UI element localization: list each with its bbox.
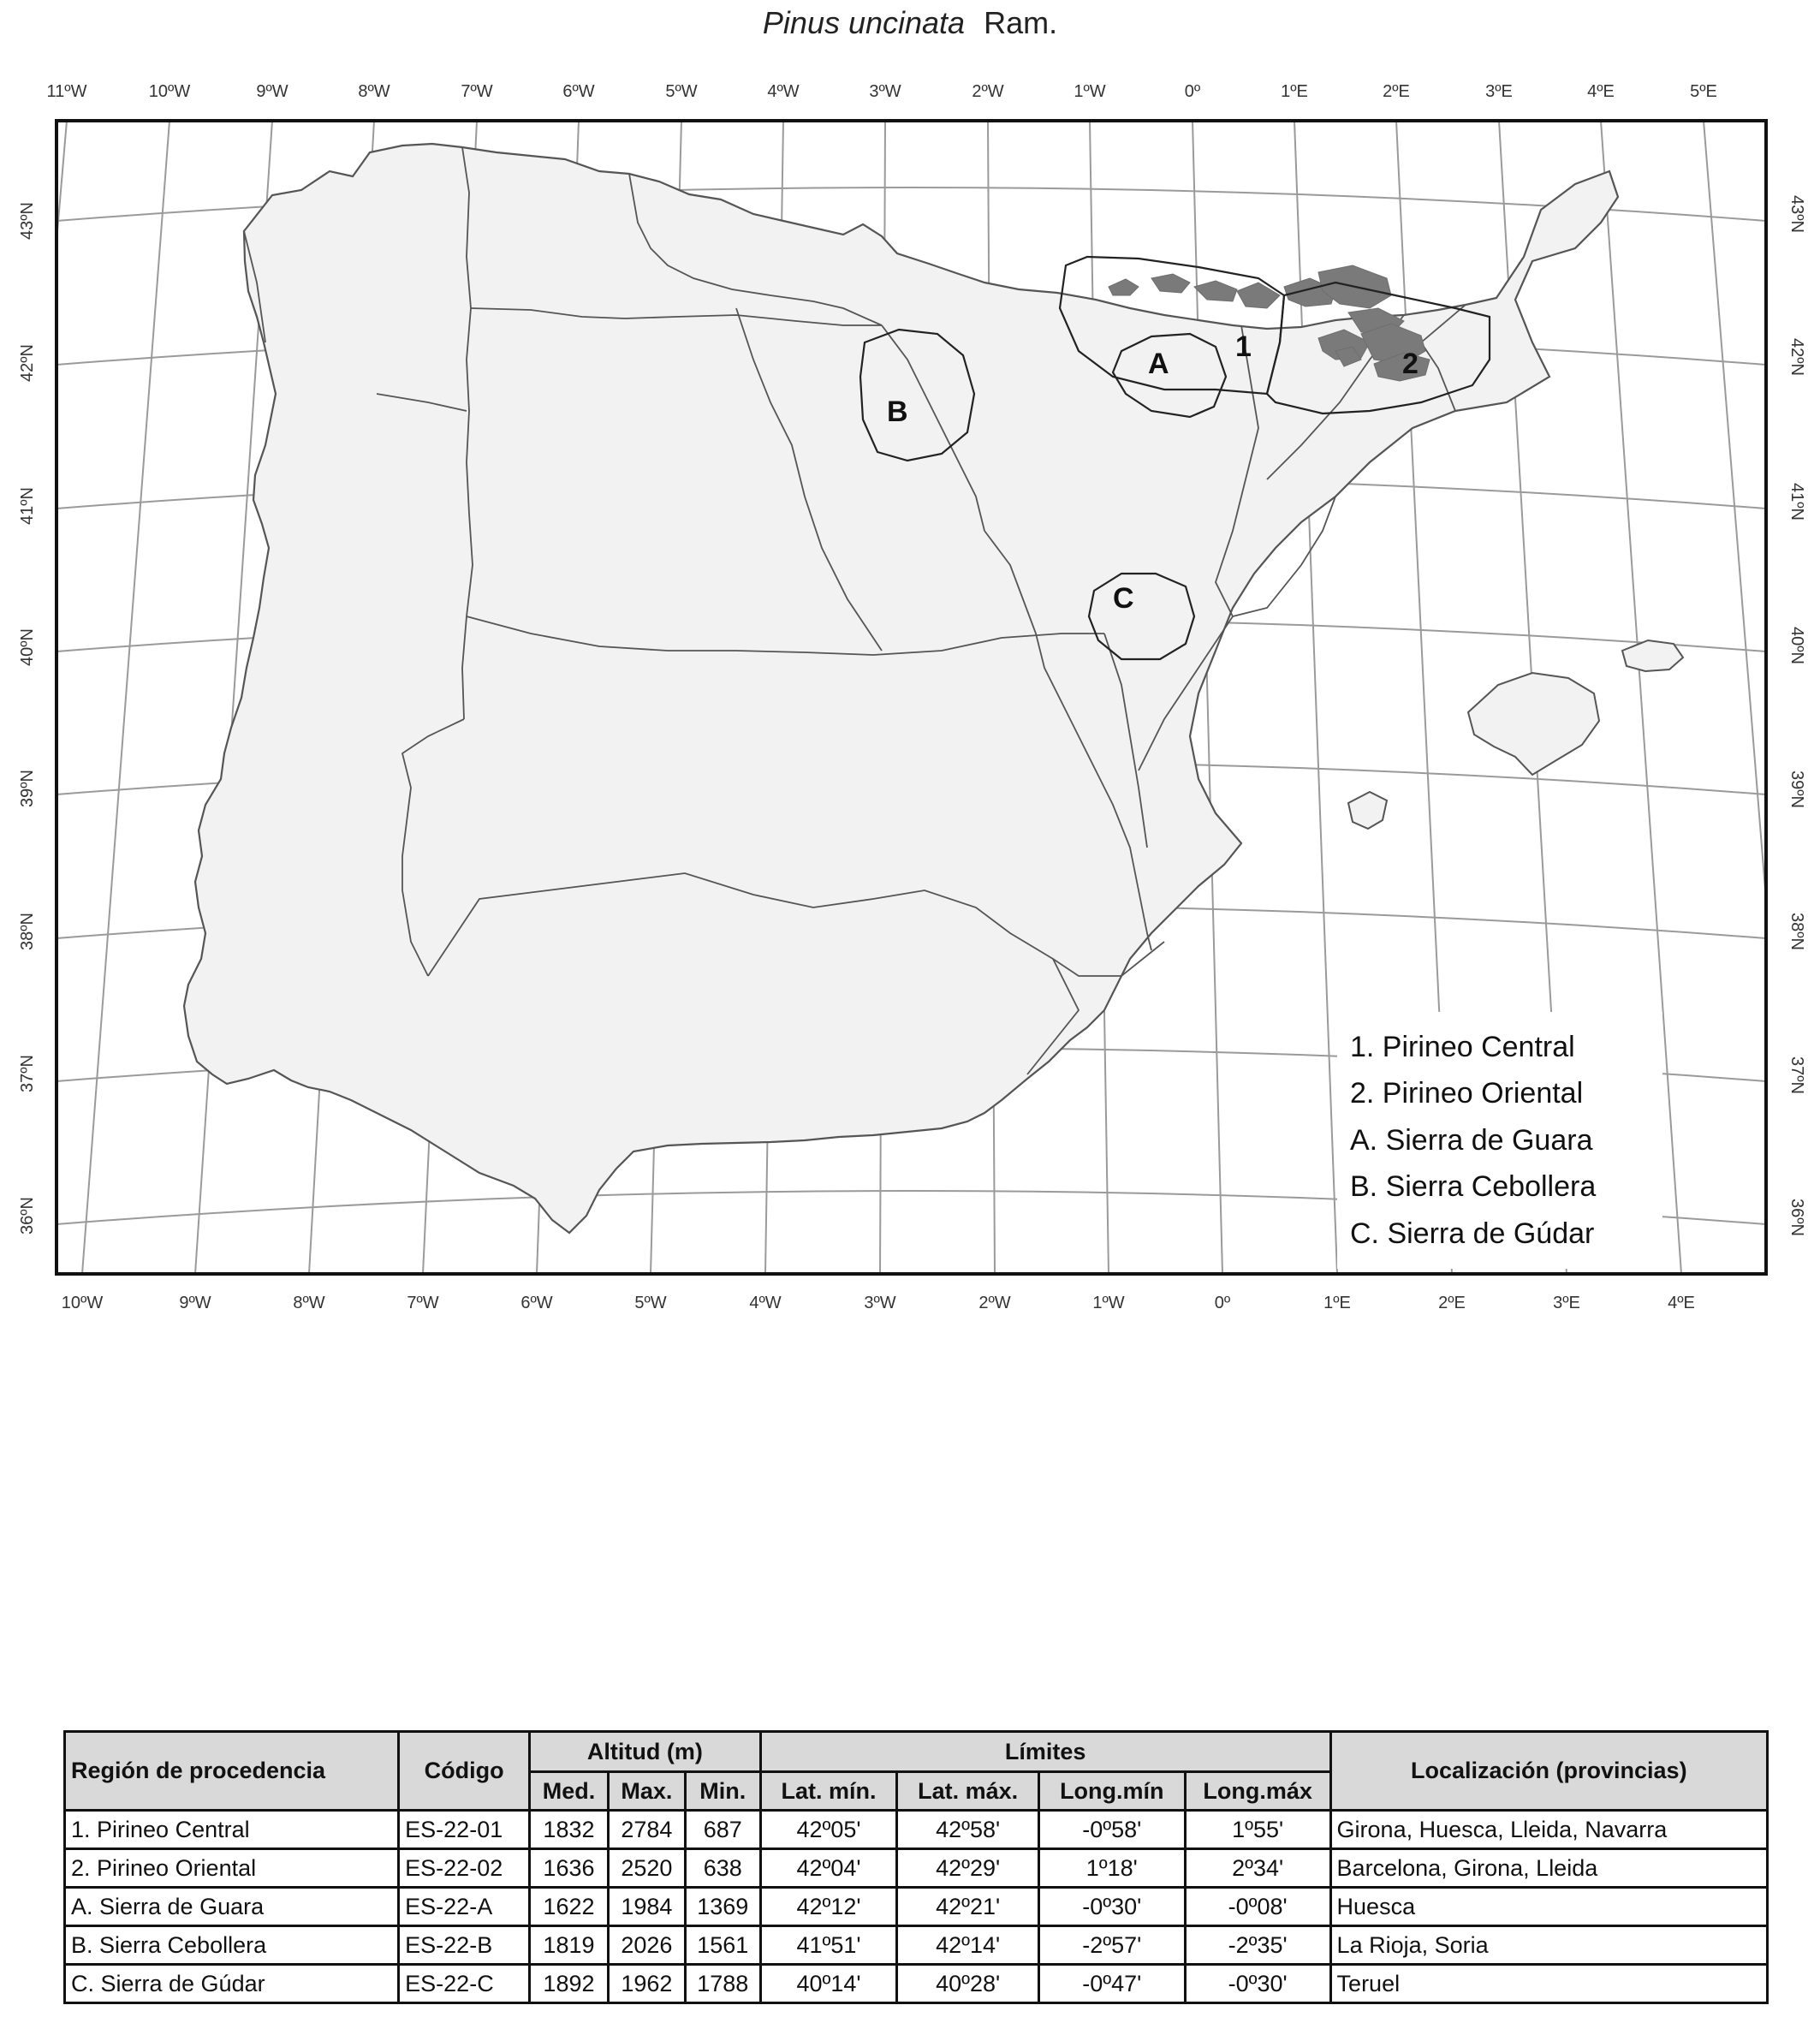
map-legend <box>1337 1012 1662 1269</box>
latitude-tick-label: 37ºN <box>1787 1056 1806 1094</box>
longitude-tick-label: 1ºW <box>1092 1294 1125 1312</box>
legend-item: 1. Pirineo Central <box>1350 1031 1575 1063</box>
latitude-tick-label: 43ºN <box>1787 195 1806 233</box>
header-region: Región de procedencia <box>65 1732 399 1811</box>
header-lat-min: Lat. mín. <box>760 1772 897 1811</box>
table-cell: Girona, Huesca, Lleida, Navarra <box>1330 1811 1767 1849</box>
mallorca <box>1468 673 1599 775</box>
table-cell: 1369 <box>685 1888 760 1926</box>
table-row <box>65 1849 1768 1888</box>
table-cell: 2784 <box>608 1811 685 1849</box>
table-cell: 2º34' <box>1185 1849 1330 1888</box>
table-cell: 1819 <box>530 1926 609 1965</box>
table-cell: 1º18' <box>1038 1849 1185 1888</box>
longitude-tick-label: 3ºE <box>1485 82 1513 101</box>
region-label-2: 2 <box>1402 348 1419 380</box>
longitude-tick-label: 4ºE <box>1668 1294 1695 1312</box>
table-cell: -0º30' <box>1185 1965 1330 2003</box>
longitude-tick-label: 2ºE <box>1383 82 1410 101</box>
header-code: Código <box>399 1732 530 1811</box>
table-cell: -0º47' <box>1038 1965 1185 2003</box>
table-cell: 2. Pirineo Oriental <box>65 1849 399 1888</box>
table-cell: ES-22-01 <box>399 1811 530 1849</box>
meridian-line <box>82 121 170 1274</box>
table-cell: ES-22-C <box>399 1965 530 2003</box>
table-cell: La Rioja, Soria <box>1330 1926 1767 1965</box>
longitude-tick-label: 7ºW <box>461 82 493 101</box>
table-cell: 1622 <box>530 1888 609 1926</box>
table-cell: 40º14' <box>760 1965 897 2003</box>
table-cell: Teruel <box>1330 1965 1767 2003</box>
longitude-tick-label: 5ºE <box>1690 82 1717 101</box>
balearic-islands <box>1348 640 1683 829</box>
longitude-tick-label: 5ºW <box>634 1294 667 1312</box>
table-cell: 42º14' <box>897 1926 1039 1965</box>
region-label-1: 1 <box>1235 330 1252 363</box>
header-lat-max: Lat. máx. <box>897 1772 1039 1811</box>
table-cell: 638 <box>685 1849 760 1888</box>
longitude-tick-label: 0º <box>1214 1294 1231 1312</box>
table-cell: 1788 <box>685 1965 760 2003</box>
longitude-tick-label: 1ºE <box>1281 82 1308 101</box>
latitude-tick-label: 38ºN <box>18 913 37 950</box>
table-cell: 42º04' <box>760 1849 897 1888</box>
latitude-tick-label: 40ºN <box>1787 627 1806 664</box>
table-cell: -0º30' <box>1038 1888 1185 1926</box>
species-author: Ram. <box>984 5 1058 40</box>
latitude-tick-label: 36ºN <box>18 1197 37 1235</box>
table-cell: 1892 <box>530 1965 609 2003</box>
header-long-max: Long.máx <box>1185 1772 1330 1811</box>
table-cell: 1984 <box>608 1888 685 1926</box>
table-cell: 42º29' <box>897 1849 1039 1888</box>
region-label-c: C <box>1113 582 1134 615</box>
longitude-tick-label: 4ºE <box>1587 82 1615 101</box>
longitude-tick-label: 6ºW <box>520 1294 553 1312</box>
latitude-tick-label: 41ºN <box>18 487 37 525</box>
table-cell: 40º28' <box>897 1965 1039 2003</box>
longitude-tick-label: 5ºW <box>665 82 698 101</box>
longitude-tick-label: 10ºW <box>61 1294 104 1312</box>
table-row <box>65 1926 1768 1965</box>
header-min: Min. <box>685 1772 760 1811</box>
table-cell: -0º58' <box>1038 1811 1185 1849</box>
longitude-tick-label: 1ºE <box>1323 1294 1351 1312</box>
latitude-tick-label: 37ºN <box>18 1055 37 1092</box>
latitude-tick-label: 39ºN <box>18 770 37 807</box>
latitude-tick-label: 42ºN <box>1787 338 1806 376</box>
longitude-tick-label: 2ºW <box>978 1294 1011 1312</box>
longitude-tick-label: 8ºW <box>293 1294 325 1312</box>
longitude-tick-label: 2ºE <box>1438 1294 1466 1312</box>
longitude-tick-label: 6ºW <box>562 82 595 101</box>
latitude-tick-label: 42ºN <box>18 344 37 382</box>
right-latitude-labels <box>1787 195 1806 1236</box>
longitude-tick-label: 4ºW <box>749 1294 782 1312</box>
table-cell: 1. Pirineo Central <box>65 1811 399 1849</box>
longitude-tick-label: 7ºW <box>407 1294 439 1312</box>
longitude-tick-label: 0º <box>1184 82 1201 101</box>
table-row <box>65 1965 1768 2003</box>
table-cell: 1561 <box>685 1926 760 1965</box>
left-latitude-labels <box>18 202 37 1235</box>
latitude-tick-label: 36ºN <box>1787 1199 1806 1236</box>
ibiza <box>1348 792 1387 829</box>
legend-item: A. Sierra de Guara <box>1350 1124 1593 1157</box>
table-cell: 1962 <box>608 1965 685 2003</box>
header-location: Localización (provincias) <box>1330 1732 1767 1811</box>
table-cell: C. Sierra de Gúdar <box>65 1965 399 2003</box>
longitude-tick-label: 9ºW <box>179 1294 211 1312</box>
header-altitude: Altitud (m) <box>530 1732 761 1772</box>
bottom-longitude-labels <box>62 1294 1695 1312</box>
table-cell: ES-22-02 <box>399 1849 530 1888</box>
table-row <box>65 1888 1768 1926</box>
table-cell: 687 <box>685 1811 760 1849</box>
provenance-table <box>63 1730 1769 2004</box>
table-row <box>65 1811 1768 1849</box>
table-body <box>65 1811 1768 2003</box>
longitude-tick-label: 8ºW <box>358 82 390 101</box>
longitude-tick-label: 3ºE <box>1553 1294 1580 1312</box>
longitude-tick-label: 3ºW <box>869 82 901 101</box>
table-cell: 1832 <box>530 1811 609 1849</box>
header-long-min: Long.mín <box>1038 1772 1185 1811</box>
table-cell: 42º05' <box>760 1811 897 1849</box>
header-limits: Límites <box>760 1732 1330 1772</box>
latitude-tick-label: 38ºN <box>1787 913 1806 950</box>
table-cell: 1636 <box>530 1849 609 1888</box>
table-cell: 2520 <box>608 1849 685 1888</box>
header-med: Med. <box>530 1772 609 1811</box>
table-cell: Barcelona, Girona, Lleida <box>1330 1849 1767 1888</box>
table-cell: Huesca <box>1330 1888 1767 1926</box>
table-cell: ES-22-A <box>399 1888 530 1926</box>
longitude-tick-label: 4ºW <box>767 82 800 101</box>
latitude-tick-label: 43ºN <box>18 202 37 240</box>
header-max: Max. <box>608 1772 685 1811</box>
legend-item: 2. Pirineo Oriental <box>1350 1077 1584 1110</box>
meridian-line <box>1704 121 1796 1274</box>
region-label-a: A <box>1148 348 1169 380</box>
table-cell: -2º35' <box>1185 1926 1330 1965</box>
top-longitude-labels <box>47 82 1717 101</box>
latitude-tick-label: 39ºN <box>1787 771 1806 808</box>
table-cell: 1º55' <box>1185 1811 1330 1849</box>
table-cell: B. Sierra Cebollera <box>65 1926 399 1965</box>
longitude-tick-label: 2ºW <box>972 82 1004 101</box>
latitude-tick-label: 40ºN <box>18 628 37 666</box>
longitude-tick-label: 10ºW <box>148 82 191 101</box>
table-cell: 42º21' <box>897 1888 1039 1926</box>
menorca <box>1622 640 1683 671</box>
legend-item: B. Sierra Cebollera <box>1350 1170 1597 1203</box>
longitude-tick-label: 3ºW <box>864 1294 896 1312</box>
longitude-tick-label: 9ºW <box>256 82 288 101</box>
table-cell: 42º12' <box>760 1888 897 1926</box>
table-cell: -0º08' <box>1185 1888 1330 1926</box>
longitude-tick-label: 1ºW <box>1074 82 1106 101</box>
latitude-tick-label: 41ºN <box>1787 483 1806 521</box>
species-name: Pinus uncinata <box>762 5 966 40</box>
table-cell: 2026 <box>608 1926 685 1965</box>
table-cell: 41º51' <box>760 1926 897 1965</box>
table-cell: -2º57' <box>1038 1926 1185 1965</box>
legend-item: C. Sierra de Gúdar <box>1350 1217 1595 1250</box>
longitude-tick-label: 11ºW <box>46 82 87 101</box>
region-label-b: B <box>887 396 908 428</box>
table-cell: 42º58' <box>897 1811 1039 1849</box>
table-cell: ES-22-B <box>399 1926 530 1965</box>
table-cell: A. Sierra de Guara <box>65 1888 399 1926</box>
